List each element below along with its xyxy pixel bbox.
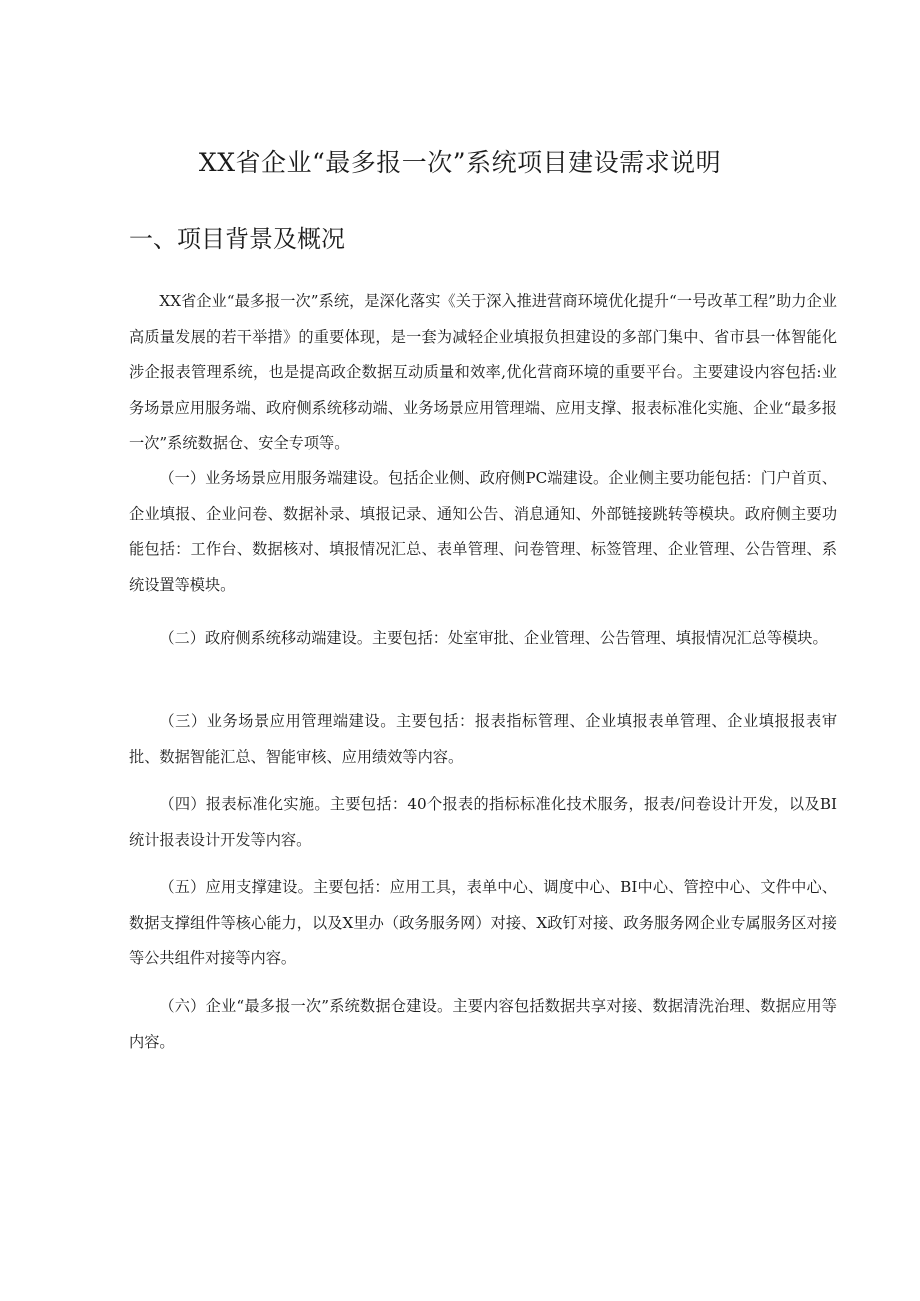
item-2-paragraph: （二）政府侧系统移动端建设。主要包括：处室审批、企业管理、公告管理、填报情况汇总等模块。 xyxy=(159,629,828,647)
item-5-paragraph: （五）应用支撑建设。主要包括：应用工具，表单中心、调度中心、BI中心、管控中心、文件中心、数据支撑组件等核心能力，以及X里办（政务服务网）对接、X政钉对接、政务服务网企业专属服务区对接等公共组件对接等内容。 xyxy=(129,878,837,968)
document-title: XX省企业“最多报一次”系统项目建设需求说明 xyxy=(198,148,722,177)
intro-paragraph: XX省企业“最多报一次”系统，是深化落实《关于深入推进营商环境优化提升“一号改革工程”助力企业高质量发展的若干举措》的重要体现，是一套为减轻企业填报负担建设的多部门集中、省市县一体智能化涉企报表管理系统，也是提高政企数据互动质量和效率,优化营商环境的重要平台。主要建设内容包括:业务场景应用服务端、政府侧系统移动端、业务场景应用管理端、应用支撑、报表标准化实施、企业“最多报一次”系统数据仓、安全专项等。 xyxy=(129,292,837,453)
item-3-paragraph: （三）业务场景应用管理端建设。主要包括：报表指标管理、企业填报表单管理、企业填报报表审批、数据智能汇总、智能审核、应用绩效等内容。 xyxy=(129,712,837,766)
section-heading: 一、项目背景及概况 xyxy=(129,225,345,253)
item-6-paragraph: （六）企业“最多报一次”系统数据仓建设。主要内容包括数据共享对接、数据清洗治理、数据应用等内容。 xyxy=(129,997,837,1051)
item-1-paragraph: （一）业务场景应用服务端建设。包括企业侧、政府侧PC端建设。企业侧主要功能包括：门户首页、企业填报、企业问卷、数据补录、填报记录、通知公告、消息通知、外部链接跳转等模块。政府侧主要功能包括：工作台、数据核对、填报情况汇总、表单管理、问卷管理、标签管理、企业管理、公告管理、系统设置等模块。 xyxy=(129,469,837,594)
item-4-paragraph: （四）报表标准化实施。主要包括：40个报表的指标标准化技术服务，报表/问卷设计开发，以及BI统计报表设计开发等内容。 xyxy=(129,795,837,849)
